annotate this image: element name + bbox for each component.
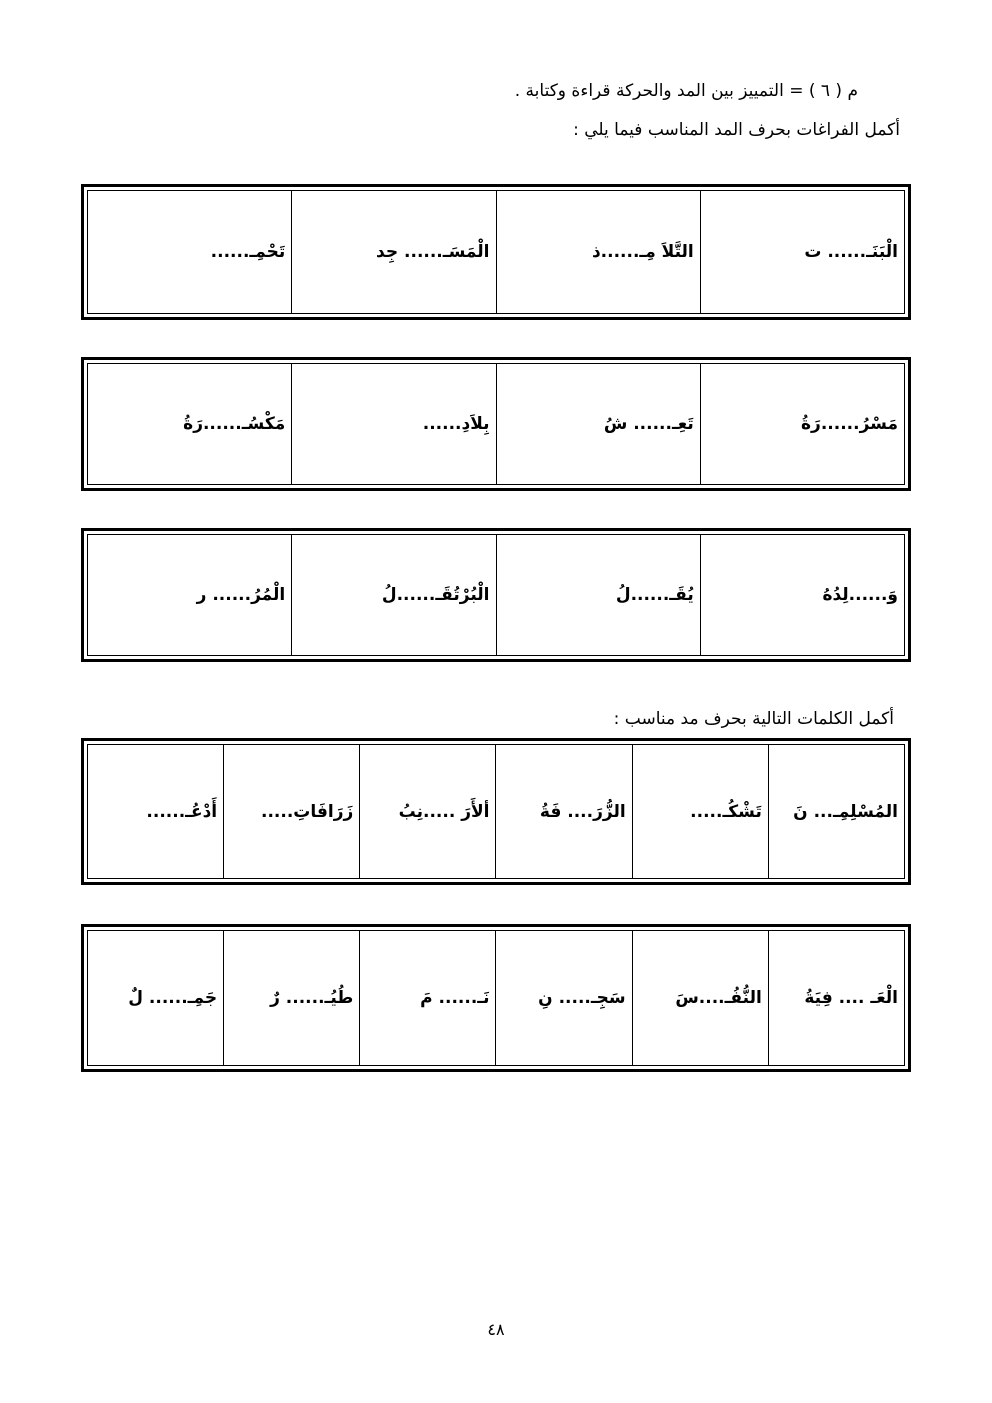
exercise-table-4 [81,738,911,885]
word-cell: وَ......لِدُهُ [700,535,904,655]
exercise-table-2 [81,357,911,491]
word-cell: الْعَـ .... فِيَةُ [768,931,904,1065]
instruction-fill-blanks: أكمل الفراغات بحرف المد المناسب فيما يلي : [573,120,900,140]
word-cell: النُّفُـ....سَ [632,931,768,1065]
exercise-table-5 [81,924,911,1072]
word-cell: تَعِـ...... شُ [496,364,700,484]
word-cell: الْمُرُ...... ر [196,585,286,605]
word-cell: تَشْكُـ..... [632,745,768,878]
word-cell: سَجِـ..... نِ [495,931,631,1065]
word-cell: الْبَنَـ...... ت [700,191,904,313]
word-cell: تَحْمِـ...... [210,242,286,262]
exercise-table-3 [81,528,911,662]
word-cell: مَسْرُ......رَةُ [700,364,904,484]
instruction-complete-words: أكمل الكلمات التالية بحرف مد مناسب : [613,709,894,729]
word-cell: جَمِـ...... لٌ [128,988,218,1008]
word-cell: المُسْلِمِـ... نَ [768,745,904,878]
word-cell: التَّلاَ مِـ......ذ [496,191,700,313]
exercise-table-1 [81,184,911,320]
exercise-title: م ( ٦ ) = التمييز بين المد والحركة قراءة وكتابة . [514,81,858,101]
word-cell: الْمَسَـ...... جِد [291,191,495,313]
word-cell: طُيُـ...... رٌ [223,931,359,1065]
word-cell: الزُّرَ.... فَةُ [495,745,631,878]
word-cell: الْبُرْتُقَـ......لُ [291,535,495,655]
page-number: ٤٨ [487,1320,505,1339]
word-cell: نَـ...... مَ [359,931,495,1065]
word-cell: يُقَـ......لُ [496,535,700,655]
word-cell: أَدْعُـ...... [146,801,218,822]
word-cell: بِلاَدِ...... [291,364,495,484]
word-cell: مَكْسُـ......رَةُ [183,414,286,434]
word-cell: ألأَرَ .....نِبُ [359,745,495,878]
word-cell: زَرَافَاتِ..... [223,745,359,878]
